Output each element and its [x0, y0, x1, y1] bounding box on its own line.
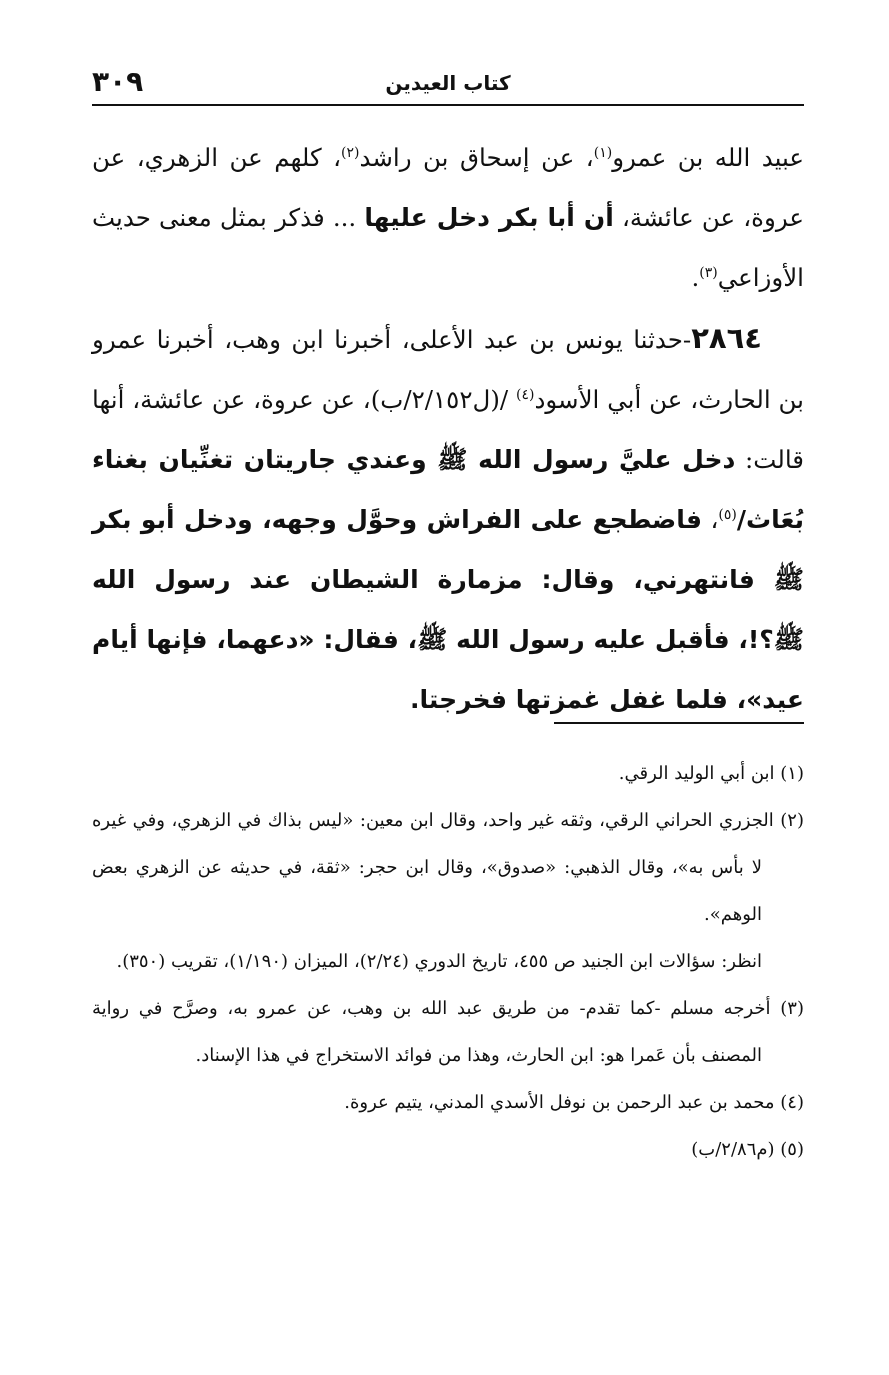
footnote-divider — [554, 722, 804, 724]
footnote-3: (٣) أخرجه مسلم -كما تقدم- من طريق عبد الله بن وهب، عن عمرو به، وصرَّح في رواية المصنف بأن عَمرا هو: ابن الحارث، وهذا من فوائد الاستخراج في هذا الإسناد. — [92, 998, 804, 1066]
footnote-ref[interactable]: (٥) — [718, 506, 737, 523]
footnote-1: (١) ابن أبي الوليد الرقي. — [618, 763, 804, 784]
hadith-paragraph — [92, 308, 804, 730]
footnote-4: (٤) محمد بن عبد الرحمن بن نوفل الأسدي المدني، يتيم عروة. — [344, 1092, 804, 1113]
footnote-ref[interactable]: (٣) — [699, 264, 718, 281]
footnotes-section — [92, 750, 804, 1173]
text-run: ، عن إسحاق بن راشد — [359, 143, 594, 172]
text-run: ، — [701, 505, 719, 534]
text-run: عبيد الله بن عمرو — [612, 143, 805, 172]
footnote-ref[interactable]: (٤) — [516, 386, 535, 403]
main-text — [92, 128, 804, 730]
footnote-ref[interactable]: (٢) — [341, 144, 360, 161]
text-run: . — [691, 263, 700, 292]
footnote-ref[interactable]: (١) — [593, 144, 613, 161]
book-title: كتاب العيدين — [385, 71, 511, 95]
bold-text: فاضطجع على الفراش وحوَّل وجهه، ودخل أبو بكر ﷺ فانتهرني، وقال: مزمارة الشيطان عند رسول الله ﷺ؟!، فأقبل عليه رسول الله ﷺ، فقال: «دعهما، فإنها أيام عيد»، فلما غفل غمزتها فخرجتا. — [92, 505, 804, 714]
footnote-5: (٥) (م٢/٨٦/ب) — [691, 1139, 804, 1160]
footnote-2: (٢) الجزري الحراني الرقي، وثقه غير واحد، وقال ابن معين: «ليس بذاك في الزهري، وفي غيره لا بأس به»، وقال الذهبي: «صدوق»، وقال ابن حجر: «ثقة، في حديثه عن الزهري بعض الوهم». — [92, 810, 804, 925]
bold-text: أن أبا بكر دخل عليها — [364, 203, 614, 232]
text-run: /(ل٢/١٥٢/ب)، عن عروة، عن عائشة، أنها قالت: — [92, 385, 804, 474]
running-header — [92, 64, 804, 106]
paragraph-continuation — [92, 128, 804, 308]
text-run: ، كلهم عن الزهري، عن عروة، عن عائشة، — [92, 143, 804, 232]
hadith-number: ٢٨٦٤ — [691, 321, 762, 355]
text-run: ... فذكر بمثل معنى حديث الأوزاعي — [92, 203, 804, 292]
page-number: ٣٠٩ — [92, 65, 144, 98]
bold-text: دخل عليَّ رسول الله ﷺ وعندي جاريتان تغنِّيان بغناء بُعَاث/ — [92, 445, 804, 534]
footnote-2-sources: انظر: سؤالات ابن الجنيد ص ٤٥٥، تاريخ الدوري (٢/٢٤)، الميزان (١/١٩٠)، تقريب (٣٥٠). — [116, 951, 762, 972]
text-run: -حدثنا يونس بن عبد الأعلى، أخبرنا ابن وهب، أخبرنا عمرو بن الحارث، عن أبي الأسود — [92, 325, 804, 414]
